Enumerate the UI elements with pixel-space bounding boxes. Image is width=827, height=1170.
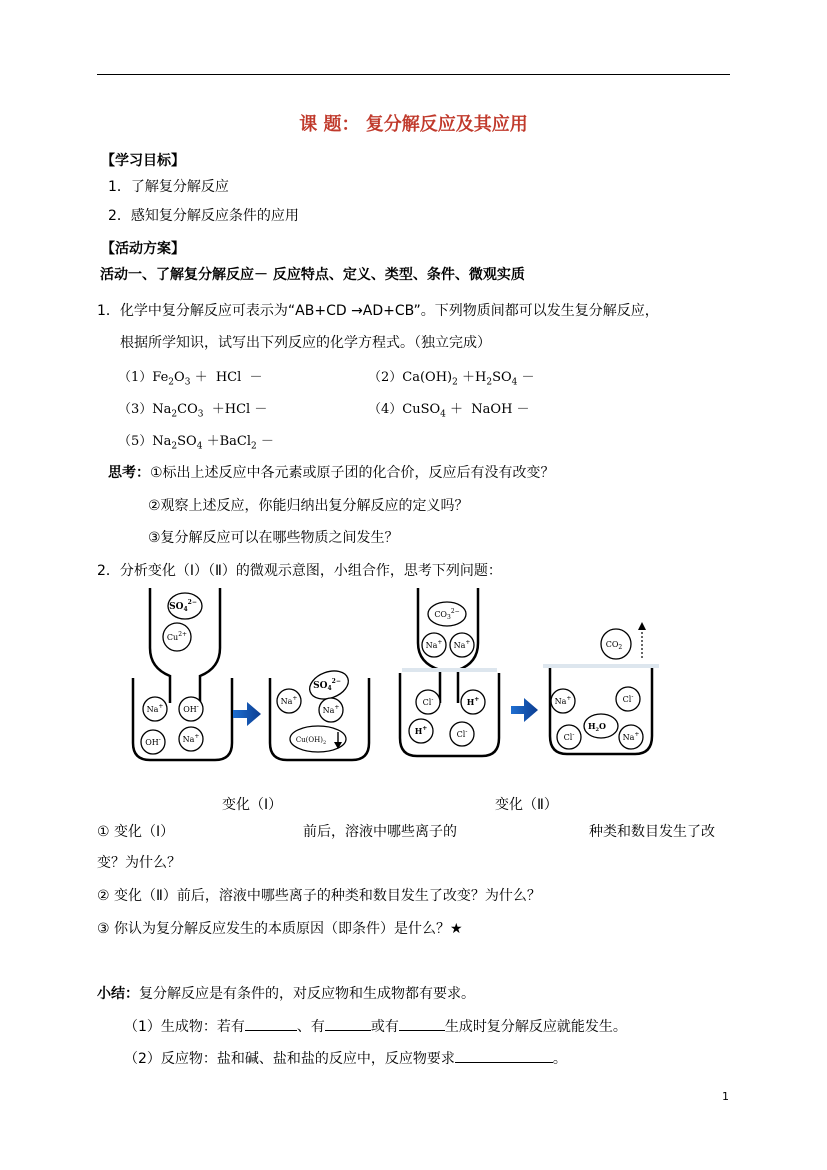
activity1-heading: 活动一、了解复分解反应－ 反应特点、定义、类型、条件、微观实质	[100, 267, 525, 283]
q2-line: 2．分析变化（Ⅰ）（Ⅱ）的微观示意图，小组合作，思考下列问题：	[97, 563, 502, 579]
summary-item-2: （2）反应物：盐和碱、盐和盐的反应中，反应物要求 。	[124, 1048, 567, 1068]
reaction-5: $(5)Na_2SO_4$ ＋BaCl$_2$ －	[118, 434, 274, 452]
svg-text:Cl-: Cl-	[456, 728, 468, 739]
svg-text:OH-: OH-	[183, 703, 199, 714]
svg-text:Na+: Na+	[182, 733, 200, 744]
svg-text:Cu(OH)2: $Cu(OH)_2$	[295, 736, 327, 746]
svg-text:Na+: Na+	[554, 695, 572, 706]
svg-text:SO42−: $SO_4^{2-}$	[313, 678, 341, 692]
fill-blank[interactable]	[455, 1048, 553, 1063]
q2-question-1b: 前后，溶液中哪些离子的	[303, 824, 457, 840]
micro-diagram	[125, 588, 685, 773]
arrow-icon	[511, 698, 538, 722]
reaction-1: $(1)Fe_2O_3$ ＋ HCl －	[118, 370, 263, 388]
header-rule	[97, 74, 730, 75]
page-number: 1	[722, 1090, 729, 1103]
summary	[97, 983, 475, 1003]
svg-text:OH-: OH-	[145, 736, 161, 747]
fill-blank[interactable]	[245, 1016, 297, 1031]
think-section	[108, 462, 555, 482]
think-item: ②观察上述反应，你能归纳出复分解反应的定义吗？	[148, 498, 469, 514]
think-label: 思考：	[108, 465, 150, 481]
svg-text:Cl-: Cl-	[563, 731, 575, 742]
objective-item: 1．了解复分解反应	[108, 179, 229, 195]
svg-text:H+: H+	[466, 696, 480, 707]
summary-text: 复分解反应是有条件的，对反应物和生成物都有要求。	[139, 986, 475, 1002]
svg-text:CO32−: $CO_3^{2-}$	[434, 608, 460, 621]
fill-blank[interactable]	[325, 1016, 371, 1031]
reaction-2: $(2)Ca(OH)_2 +H_2SO_4$ －	[368, 370, 535, 388]
caption-change-1: 变化（Ⅰ）	[222, 797, 283, 813]
q1-line2: 根据所学知识，试写出下列反应的化学方程式。（独立完成）	[120, 335, 491, 351]
svg-text:CO2: $CO_2$	[605, 640, 623, 651]
reaction-4: （4）CuSO$_4$ ＋ NaOH －	[368, 402, 530, 420]
svg-text:SO42−: $SO_4^{2-}$	[169, 599, 197, 613]
svg-text:Cl-: Cl-	[622, 693, 634, 704]
objective-item: 2．感知复分解反应条件的应用	[108, 208, 299, 224]
q2-question-1c: 种类和数目发生了改	[589, 824, 715, 840]
objectives-heading: 【学习目标】	[101, 153, 185, 169]
svg-text:Na+: Na+	[146, 703, 164, 714]
fill-blank[interactable]	[399, 1016, 445, 1031]
q2-question-3: ③ 你认为复分解反应发生的本质原因（即条件）是什么？★	[97, 921, 463, 937]
q1-line1: 1．化学中复分解反应可表示为“AB+CD →AD+CB”。下列物质间都可以发生复分解反应，	[97, 303, 659, 319]
q2-question-1a: ① 变化（Ⅰ）	[97, 824, 175, 840]
activity-plan-heading: 【活动方案】	[101, 241, 185, 257]
q2-question-1d: 变？为什么？	[97, 855, 181, 871]
summary-item-1: （1）生成物：若有 、有 或有 生成时复分解反应就能发生。	[124, 1016, 627, 1036]
think-item: ①标出上述反应中各元素或原子团的化合价，反应后有没有改变？	[150, 465, 555, 481]
caption-change-2: 变化（Ⅱ）	[495, 797, 558, 813]
page-title: 课 题： 复分解反应及其应用	[299, 114, 528, 135]
arrow-icon	[233, 702, 261, 726]
summary-label: 小结：	[97, 986, 139, 1002]
q2-question-2: ② 变化（Ⅱ）前后，溶液中哪些离子的种类和数目发生了改变？为什么？	[97, 888, 541, 904]
svg-text:H2O: $H_2O$	[587, 721, 607, 733]
think-item: ③复分解反应可以在哪些物质之间发生？	[148, 530, 399, 546]
reaction-3: $(3)Na_2CO_3 +HCl$ －	[118, 402, 268, 420]
svg-text:Na+: Na+	[322, 704, 340, 715]
svg-text:Na+: Na+	[453, 639, 471, 650]
svg-text:Na+: Na+	[622, 731, 640, 742]
svg-text:H+: H+	[414, 725, 428, 736]
svg-text:Cu2+: $Cu^{2+}$	[166, 631, 188, 642]
svg-text:Cl-: Cl-	[422, 696, 434, 707]
svg-text:Na+: Na+	[280, 695, 298, 706]
svg-text:Na+: Na+	[425, 639, 443, 650]
